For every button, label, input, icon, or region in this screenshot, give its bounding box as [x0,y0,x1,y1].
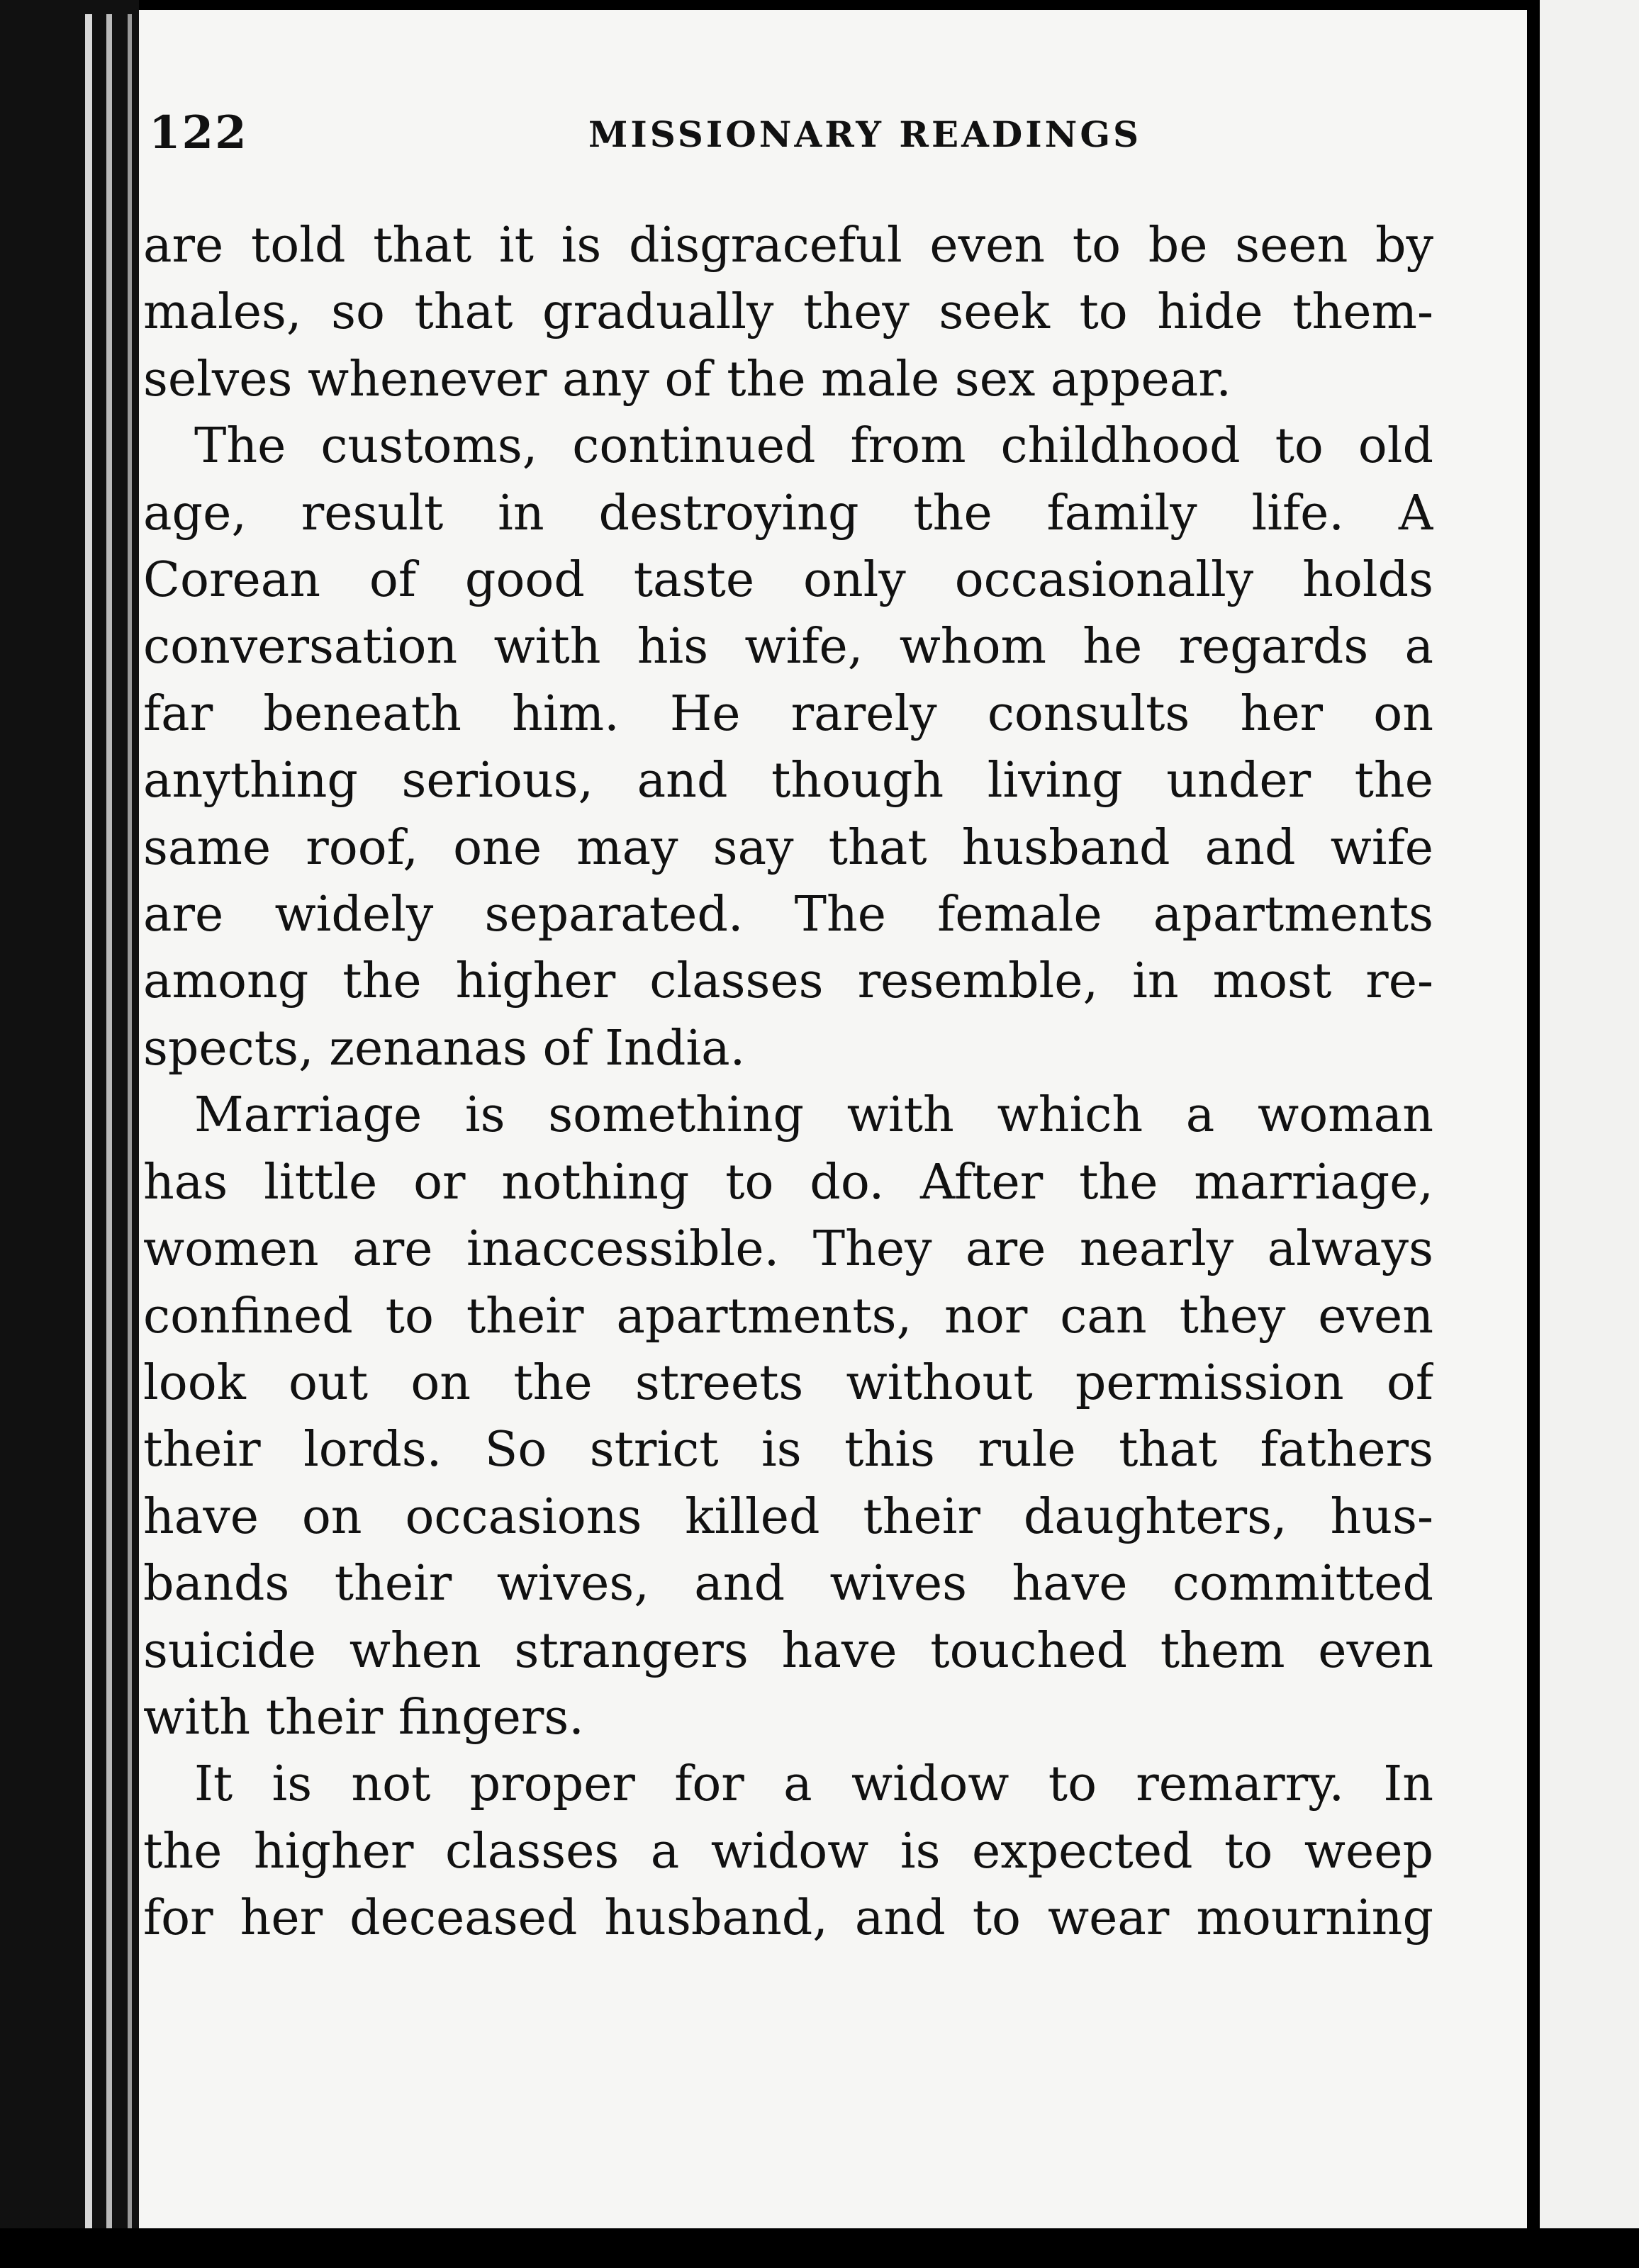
text-line: with their fingers. [143,1689,584,1746]
body-text [143,213,1433,1953]
text-line: are told that it is disgraceful even to be seen by [143,218,1433,274]
text-line: look out on the streets without permission of [143,1354,1433,1411]
text-line: Corean of good taste only occasionally holds [143,552,1433,609]
text-line: spects, zenanas of India. [143,1020,746,1077]
text-line: have on occasions killed their daughters, hus- [143,1488,1433,1545]
text-line: has little or nothing to do. After the marriage, [143,1154,1433,1211]
text-line: are widely separated. The female apartments [143,887,1433,943]
text-line: The customs, continued from childhood to old [194,418,1433,475]
page-number: 122 [149,106,248,159]
text-line: Marriage is something with which a woman [194,1087,1433,1144]
text-line: far beneath him. He rarely consults her on [143,685,1433,742]
text-line: women are inaccessible. They are nearly always [143,1221,1433,1278]
text-line: the higher classes a widow is expected to weep [143,1823,1433,1880]
text-line: conversation with his wife, whom he regards a [143,619,1433,675]
text-line: bands their wives, and wives have committed [143,1556,1433,1612]
text-line: confined to their apartments, nor can they even [143,1288,1433,1344]
text-line: anything serious, and though living under the [143,753,1433,809]
running-header [149,106,1389,170]
binding-rule [128,14,132,2240]
text-line: selves whenever any of the male sex appear. [143,351,1231,408]
paragraph [143,1751,1433,1952]
text-line: same roof, one may say that husband and wife [143,819,1433,876]
text-line: suicide when strangers have touched them even [143,1622,1433,1679]
text-line: It is not proper for a widow to remarry. In [194,1756,1433,1813]
scan-bottom-border [0,2228,1639,2268]
binding-rule [85,14,92,2240]
text-line: males, so that gradually they seek to hide them- [143,284,1433,341]
text-line: among the higher classes resemble, in most re- [143,953,1433,1010]
adjacent-page-edge [1540,0,1639,2268]
text-line: their lords. So strict is this rule that fathers [143,1422,1433,1478]
text-line: for her deceased husband, and to wear mourning [143,1890,1433,1947]
paragraph [143,213,1433,413]
binding-rule [106,14,112,2240]
paragraph [143,1082,1433,1751]
paragraph [143,413,1433,1082]
page-gutter [1527,0,1540,2268]
running-title: MISSIONARY READINGS [588,113,1142,155]
book-binding-edge [0,0,139,2268]
text-line: age, result in destroying the family life. A [143,485,1433,541]
